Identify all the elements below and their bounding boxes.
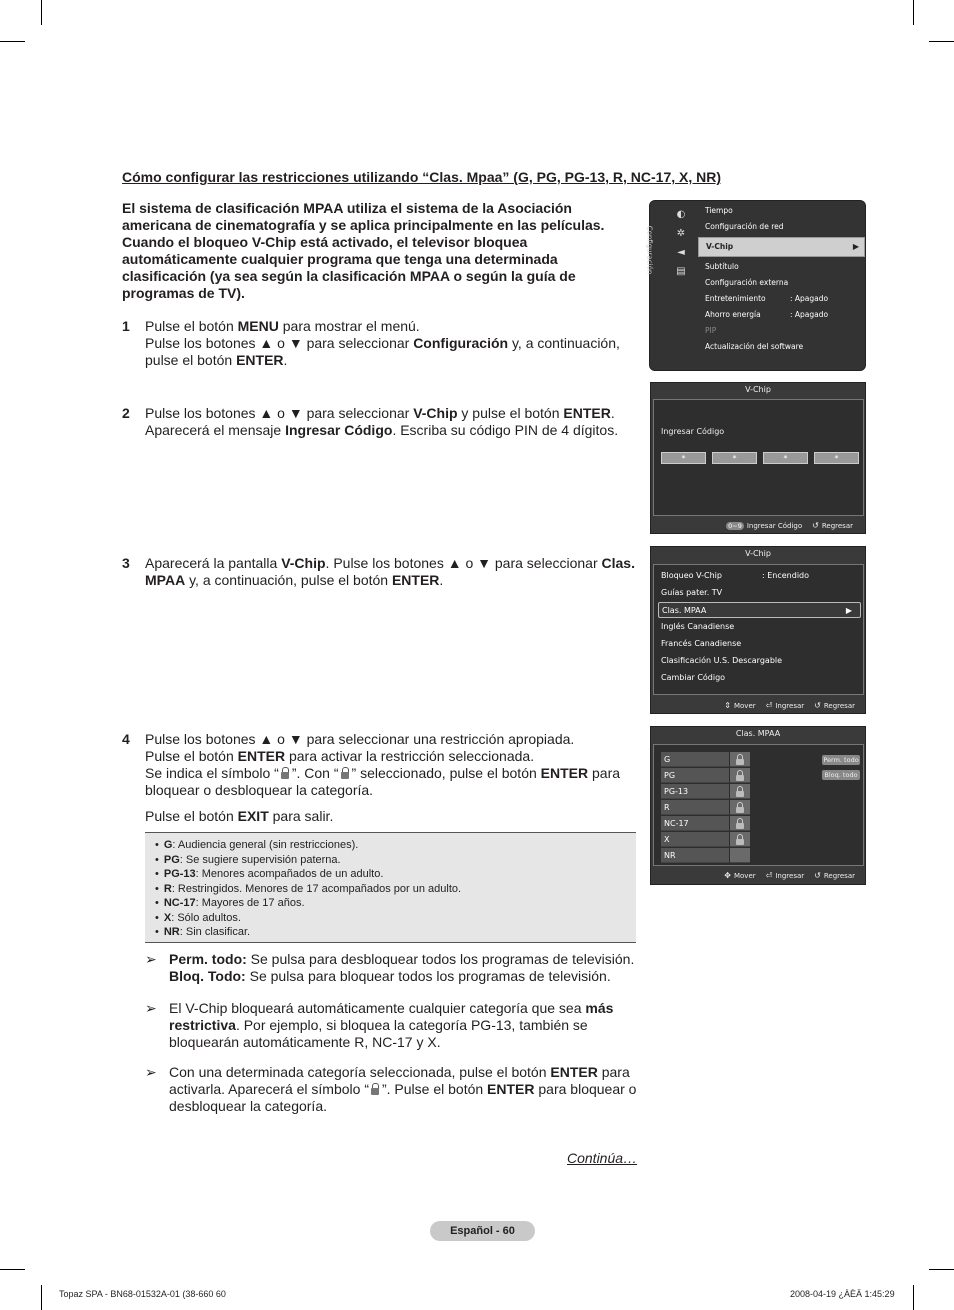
screen-clas-mpaa (650, 726, 866, 885)
note-text: . Por ejemplo, si bloquea la categoría PG-13, también se bloquearán automáticamente R, NC-17 y X. (169, 1017, 588, 1050)
menu-item[interactable] (698, 219, 865, 235)
step-text: para activar la restricción seleccionada. (285, 748, 535, 764)
step-text: . Escriba su código PIN de 4 dígitos. (392, 422, 619, 438)
menu-item-label: Guías pater. TV (661, 588, 723, 597)
step-text: Se indica el símbolo “ (145, 765, 279, 781)
menu-item-label: Subtítulo (705, 262, 739, 271)
menu-items (698, 203, 865, 355)
intro-paragraph: El sistema de clasificación MPAA utiliza el sistema de la Asociación americana de cinematografía y se aplica principalmente en las películas. Cuando el bloqueo V-Chip está activado, el televisor bloquea automáticamente cualquier programa que tenga una determinada clasificación (ya sea según la clasificación MPAA o según la guía de programas de TV). (122, 200, 605, 301)
step-text: . (283, 352, 288, 368)
note-text: El V-Chip bloqueará automáticamente cualquier categoría que sea (169, 1000, 586, 1016)
enter-icon: ⏎ (765, 871, 773, 880)
menu-item[interactable] (658, 568, 861, 584)
rating-code: PG-13 (163, 868, 196, 880)
step-3 (122, 555, 642, 591)
menu-item-value: : Apagado (790, 294, 829, 303)
key-enter: ENTER (563, 405, 611, 421)
input-icon: ◄ (677, 247, 685, 258)
move-icon: ✥ (724, 871, 731, 880)
pin-fields (661, 452, 859, 464)
step-text: para (588, 765, 621, 781)
step-2 (122, 405, 642, 441)
application-icon: ▤ (676, 266, 686, 277)
step-number: 2 (122, 405, 130, 421)
return-icon: ↺ (814, 701, 821, 710)
step-4 (122, 731, 642, 826)
footer-enter-label: Ingresar (775, 702, 805, 710)
crop-mark (41, 0, 42, 25)
lock-toggle[interactable] (730, 816, 750, 831)
definition-item (155, 867, 626, 882)
crop-mark (929, 1269, 954, 1270)
menu-configuracion: Configuración (413, 335, 509, 351)
lock-icon (736, 802, 744, 813)
key-enter: ENTER (237, 748, 286, 764)
step-text: Aparecerá el mensaje (145, 422, 286, 438)
rating-description: : Menores acompañados de un adulto. (195, 868, 384, 880)
footer-back (812, 521, 853, 530)
menu-item-label: V-Chip (706, 242, 734, 251)
definitions-list (155, 838, 626, 940)
lock-toggle[interactable] (730, 784, 750, 799)
note-arrow-icon: ➢ (145, 1000, 157, 1016)
menu-item-label: Tiempo (705, 206, 733, 215)
footer-enter-label: Ingresar Código (746, 521, 803, 530)
menu-item-value: : Encendido (762, 571, 810, 580)
ratings-definitions (145, 832, 636, 943)
menu-item[interactable] (698, 307, 865, 323)
step-text: Pulse el botón (145, 318, 238, 334)
rating-description: : Restringidos. Menores de 17 acompañados por un adulto. (171, 882, 462, 895)
rating-description: : Se sugiere supervisión paterna. (179, 853, 341, 866)
screen-vchip: V-Chip (281, 555, 326, 571)
crop-mark (0, 1269, 25, 1270)
note-term: Perm. todo: (169, 951, 247, 967)
continues-label: Continúa… (567, 1150, 638, 1166)
definition-item (155, 882, 626, 897)
step-text: ”. Con “ (291, 765, 339, 781)
footer-move-label: Mover (733, 872, 756, 880)
menu-sidebar (645, 201, 668, 370)
menu-item[interactable] (658, 602, 861, 618)
footer-back-label: Regresar (823, 702, 855, 710)
key-enter: ENTER (391, 572, 440, 588)
chevron-right-icon: ▶ (845, 606, 852, 615)
step-text: Pulse el botón (145, 748, 238, 764)
note-text: Se pulsa para bloquear todos los programas de televisión. (245, 968, 611, 984)
bloq-todo-button[interactable]: Bloq. todo (822, 770, 860, 780)
menu-item[interactable] (698, 339, 865, 355)
menu-item-label: Clas. MPAA (662, 606, 707, 615)
key-menu: MENU (237, 318, 279, 334)
rating-row[interactable] (661, 784, 750, 800)
definition-item (155, 896, 626, 911)
crop-mark (929, 41, 954, 42)
screen-title: Clas. MPAA (735, 729, 781, 738)
crop-mark (41, 1285, 42, 1310)
page-number: Español - 60 (430, 1221, 535, 1241)
menu-item-label: Bloqueo V-Chip (661, 571, 722, 580)
lock-icon (736, 834, 744, 845)
pin-digit-field[interactable]: * (814, 452, 859, 464)
step-text: Pulse los botones ▲ o ▼ para seleccionar (145, 405, 414, 421)
pin-digit-field[interactable]: * (712, 452, 757, 464)
key-enter: ENTER (550, 1064, 598, 1080)
screen-configuracion-menu (645, 200, 866, 371)
menu-item-label: Francés Canadiense (661, 639, 742, 648)
crop-mark (0, 41, 25, 42)
menu-item[interactable] (658, 636, 861, 652)
lock-icon (371, 1083, 380, 1095)
pin-digit-field[interactable]: * (661, 452, 706, 464)
note-text: para bloquear o desbloquear la categoría. (169, 1081, 637, 1114)
footer-right: 2008-04-19 ¿ÀÈÄ 1:45:29 (790, 1289, 895, 1299)
screen-vchip-menu (650, 546, 866, 714)
section-heading: Cómo configurar las restricciones utilizando “Clas. Mpaa” (G, PG, PG-13, R, NC-17, X, NR) (122, 169, 722, 185)
definition-item (155, 853, 626, 868)
step-text: Pulse el botón (145, 808, 238, 824)
step-text: y, a continuación, pulse el botón (185, 572, 392, 588)
menu-item-label: Ahorro energía (705, 310, 761, 319)
chevron-right-icon: ▶ (852, 242, 859, 251)
lock-icon (736, 754, 744, 765)
menu-item[interactable] (698, 237, 865, 257)
lock-toggle[interactable] (730, 768, 750, 783)
screen-panel (653, 399, 864, 516)
rating-row[interactable] (661, 800, 750, 816)
step-text: . Pulse los botones ▲ o ▼ para seleccionar (325, 555, 602, 571)
footer-move-label: Mover (733, 702, 756, 710)
menu-item[interactable] (698, 323, 865, 339)
step-text: pulse el botón (145, 352, 237, 368)
note-text: Con una determinada categoría seleccionada, pulse el botón (169, 1064, 551, 1080)
definition-item (155, 925, 626, 940)
menu-item-label: Configuración externa (705, 278, 789, 287)
step-text: ” seleccionado, pulse el botón (351, 765, 541, 781)
step-text: para mostrar el menú. (278, 318, 420, 334)
menu-item[interactable] (698, 259, 865, 275)
key-exit: EXIT (237, 808, 269, 824)
note-perm-bloq (145, 951, 640, 987)
note-text: ”. Pulse el botón (381, 1081, 488, 1097)
message-ingresar-codigo: Ingresar Código (285, 422, 393, 438)
screen-footer (724, 871, 855, 880)
lock-icon (736, 786, 744, 797)
return-icon: ↺ (812, 521, 819, 530)
note-term: más restrictiva (169, 1000, 614, 1033)
enter-icon: ⏎ (765, 701, 773, 710)
key-enter: ENTER (540, 765, 589, 781)
menu-vchip: V-Chip (413, 405, 458, 421)
rating-label: X (661, 832, 729, 847)
rating-description: : Audiencia general (sin restricciones). (172, 839, 359, 851)
screen-ingresar-codigo (650, 382, 866, 534)
step-1 (122, 318, 642, 370)
move-icon: ⇕ (724, 701, 731, 710)
rating-description: : Mayores de 17 años. (195, 897, 305, 909)
rating-code: NR (163, 926, 180, 938)
menu-item-label: Clasificación U.S. Descargable (661, 656, 783, 665)
step-number: 1 (122, 318, 130, 334)
menu-item[interactable] (698, 291, 865, 307)
step-text: Pulse los botones ▲ o ▼ para seleccionar una restricción apropiada. (145, 731, 575, 747)
footer-enter-label: Ingresar (775, 872, 805, 880)
footer-enter (726, 522, 802, 530)
note-arrow-icon: ➢ (145, 1064, 157, 1080)
step-text: para salir. (268, 808, 334, 824)
menu-item[interactable] (658, 619, 861, 635)
menu-item[interactable] (698, 203, 865, 219)
picture-icon: ◐ (676, 209, 686, 220)
menu-item[interactable] (658, 653, 861, 669)
screen-panel (653, 744, 864, 866)
lock-icon (281, 767, 290, 779)
menu-item-label: Actualización del software (705, 342, 804, 351)
return-icon: ↺ (814, 871, 821, 880)
rating-row[interactable] (661, 768, 750, 784)
screen-footer (724, 701, 855, 710)
screen-title: V-Chip (745, 385, 771, 394)
step-text: Aparecerá la pantalla (145, 555, 282, 571)
rating-code: G (163, 839, 173, 851)
lock-toggle[interactable] (730, 832, 750, 847)
pin-prompt: Ingresar Código (661, 427, 725, 436)
lock-toggle[interactable] (730, 800, 750, 815)
rating-description: : Sólo adultos. (171, 911, 241, 924)
note-term: Bloq. Todo: (169, 968, 246, 984)
sidebar-label: Configuración (645, 225, 654, 275)
key-enter: ENTER (236, 352, 284, 368)
step-text: y pulse el botón (457, 405, 564, 421)
menu-item-label: Inglés Canadiense (661, 622, 735, 631)
footer-back-label: Regresar (823, 872, 855, 880)
rating-row[interactable] (661, 752, 750, 768)
menu-item[interactable] (658, 585, 861, 601)
menu-item-label: PIP (705, 326, 717, 335)
lock-toggle[interactable] (730, 752, 750, 767)
rating-label: PG (661, 768, 729, 783)
lock-icon (341, 767, 350, 779)
menu-item-value: : Apagado (790, 310, 829, 319)
step-text: Pulse los botones ▲ o ▼ para seleccionar (145, 335, 414, 351)
rating-code: NC-17 (163, 897, 196, 909)
footer-left: Topaz SPA - BN68-01532A-01 (38-660 60 (59, 1289, 226, 1299)
rating-label: R (661, 800, 729, 815)
menu-mpaa: MPAA (145, 572, 186, 588)
menu-item-label: Entretenimiento (705, 294, 766, 303)
lock-toggle[interactable] (730, 848, 750, 863)
gear-icon: ✲ (676, 228, 686, 239)
perm-todo-button[interactable]: Perm. todo (823, 756, 859, 764)
menu-item-label: Configuración de red (705, 222, 784, 231)
rating-label: PG-13 (661, 784, 729, 799)
note-text: para activarla. Aparecerá el símbolo “ (169, 1064, 630, 1097)
definition-item (155, 911, 626, 926)
note-arrow-icon: ➢ (145, 951, 157, 967)
step-number: 3 (122, 555, 130, 571)
rating-label: NR (661, 848, 729, 863)
key-enter: ENTER (487, 1081, 535, 1097)
rating-row[interactable] (661, 816, 750, 832)
step-text: bloquear o desbloquear la categoría. (145, 782, 374, 798)
note-restrictive (145, 1000, 640, 1052)
step-text: . (439, 572, 444, 588)
crop-mark (913, 1285, 914, 1310)
screen-footer (726, 521, 853, 530)
rating-code: X (163, 911, 172, 924)
note-lock-symbol (145, 1064, 640, 1116)
screen-panel (653, 564, 864, 695)
pin-digit-field[interactable]: * (763, 452, 808, 464)
lock-icon (736, 770, 744, 781)
menu-item[interactable] (658, 670, 861, 686)
rating-row[interactable] (661, 832, 750, 848)
step-text: y, a continuación, (508, 335, 620, 351)
screen-title: V-Chip (745, 549, 771, 558)
step-text: . (610, 405, 615, 421)
step-number: 4 (122, 731, 130, 747)
rating-code: PG (163, 853, 180, 866)
note-text: Se pulsa para desbloquear todos los programas de televisión. (246, 951, 635, 967)
rating-description: : Sin clasificar. (179, 926, 251, 938)
definition-item (155, 838, 626, 853)
menu-item[interactable] (698, 275, 865, 291)
rating-code: R (163, 882, 172, 895)
menu-item-label: Cambiar Código (661, 673, 726, 682)
menu-clas: Clas. (601, 555, 635, 571)
footer-back-label: Regresar (821, 522, 853, 530)
rating-row[interactable] (661, 848, 750, 864)
menu-icons (670, 209, 692, 285)
lock-icon (736, 818, 744, 829)
rating-label: NC-17 (661, 816, 729, 831)
crop-mark (913, 0, 914, 25)
number-keys-icon: 0~9 (728, 521, 742, 530)
rating-label: G (661, 752, 729, 767)
